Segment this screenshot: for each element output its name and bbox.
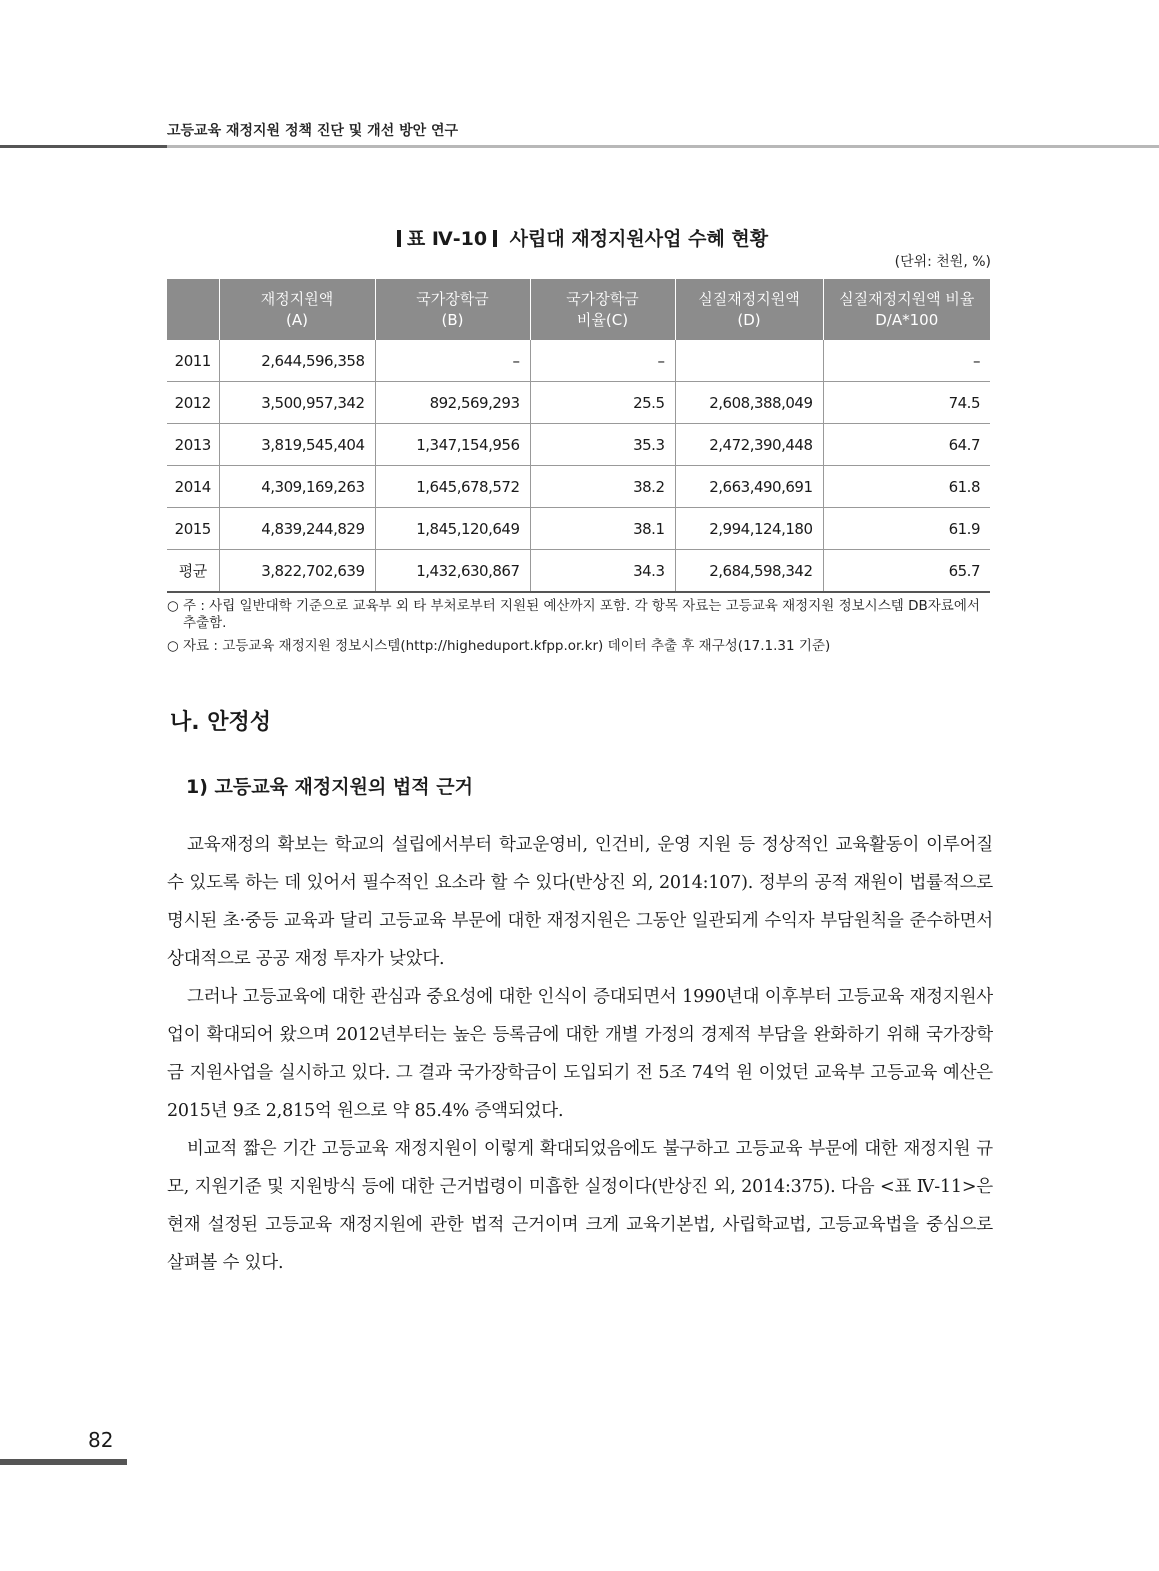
table-cell: 74.5	[823, 382, 990, 424]
table-header-row	[167, 279, 990, 340]
table-source	[167, 638, 997, 655]
table-cell: 3,822,702,639	[219, 550, 375, 593]
table-cell: 3,500,957,342	[219, 382, 375, 424]
table-note	[167, 598, 997, 632]
title-bar-right	[493, 230, 497, 247]
bullet-icon: ○	[167, 638, 179, 654]
table-unit: (단위: 천원, %)	[894, 254, 991, 270]
column-header: 국가장학금 비율(C)	[530, 279, 675, 340]
table-cell: 1,845,120,649	[375, 508, 530, 550]
body-text	[167, 826, 993, 1282]
table-cell: 2013	[167, 424, 219, 466]
table-cell: 3,819,545,404	[219, 424, 375, 466]
paragraph: 비교적 짧은 기간 고등교육 재정지원이 이렇게 확대되었음에도 불구하고 고등교육 부문에 대한 재정지원 규모, 지원기준 및 지원방식 등에 대한 근거법령이 미흡한 실정이다(반상진 외, 2014:375). 다음 <표 Ⅳ-11>은 현재 설정된 고등교육 재정지원에 관한 법적 근거이며 크게 교육기본법, 사립학교법, 고등교육법을 중심으로 살펴볼 수 있다.	[167, 1139, 993, 1273]
header-rule-accent	[0, 145, 167, 148]
table-cell: 1,645,678,572	[375, 466, 530, 508]
column-header: 재정지원액 (A)	[219, 279, 375, 340]
table-cell: 25.5	[530, 382, 675, 424]
table-cell: 2011	[167, 340, 219, 382]
note-text: 주 : 사립 일반대학 기준으로 교육부 외 타 부처로부터 지원된 예산까지 포함. 각 항목 자료는 고등교육 재정지원 정보시스템 DB자료에서 추출함.	[183, 598, 980, 631]
title-bar-left	[397, 230, 401, 247]
table-row	[167, 382, 990, 424]
table-cell: 38.1	[530, 508, 675, 550]
table-title	[0, 224, 1159, 251]
table-cell: 65.7	[823, 550, 990, 593]
column-header: 실질재정지원액 (D)	[675, 279, 823, 340]
table-number: 표 Ⅳ-10	[406, 228, 488, 250]
table-cell: 2012	[167, 382, 219, 424]
header-rule	[0, 145, 1159, 148]
table-row	[167, 508, 990, 550]
table-cell: 35.3	[530, 424, 675, 466]
table-cell: –	[530, 340, 675, 382]
table-cell: 1,432,630,867	[375, 550, 530, 593]
paragraph: 교육재정의 확보는 학교의 설립에서부터 학교운영비, 인건비, 운영 지원 등 정상적인 교육활동이 이루어질 수 있도록 하는 데 있어서 필수적인 요소라 할 수 있다(반상진 외, 2014:107). 정부의 공적 재원이 법률적으로 명시된 초·중등 교육과 달리 고등교육 부문에 대한 재정지원은 그동안 일관되게 수익자 부담원칙을 준수하면서 상대적으로 공공 재정 투자가 낮았다.	[167, 835, 993, 969]
table-cell: 2,644,596,358	[219, 340, 375, 382]
column-header: 실질재정지원액 비율 D/A*100	[823, 279, 990, 340]
table-cell: 4,839,244,829	[219, 508, 375, 550]
table-row	[167, 340, 990, 382]
table-row	[167, 424, 990, 466]
table-cell: 2,608,388,049	[675, 382, 823, 424]
paragraph: 그러나 고등교육에 대한 관심과 중요성에 대한 인식이 증대되면서 1990년대 이후부터 고등교육 재정지원사업이 확대되어 왔으며 2012년부터는 높은 등록금에 대한 개별 가정의 경제적 부담을 완화하기 위해 국가장학금 지원사업을 실시하고 있다. 그 결과 국가장학금이 도입되기 전 5조 74억 원 이었던 교육부 고등교육 예산은 2015년 9조 2,815억 원으로 약 85.4% 증액되었다.	[167, 987, 993, 1121]
table-caption: 사립대 재정지원사업 수혜 현황	[509, 228, 769, 250]
column-header	[167, 279, 219, 340]
page-number: 82	[88, 1428, 114, 1452]
table-cell: 4,309,169,263	[219, 466, 375, 508]
footer-rule	[0, 1459, 127, 1465]
note-text: 자료 : 고등교육 재정지원 정보시스템(http://higheduport.kfpp.or.kr) 데이터 추출 후 재구성(17.1.31 기준)	[183, 638, 831, 654]
table-cell: 2,994,124,180	[675, 508, 823, 550]
table-cell: 34.3	[530, 550, 675, 593]
table-cell: 2015	[167, 508, 219, 550]
table-cell: 2,472,390,448	[675, 424, 823, 466]
table-cell: 2,663,490,691	[675, 466, 823, 508]
table-cell: 2014	[167, 466, 219, 508]
table-row-average	[167, 550, 990, 593]
data-table	[167, 279, 990, 593]
table-cell: 61.8	[823, 466, 990, 508]
table-cell: 892,569,293	[375, 382, 530, 424]
running-header: 고등교육 재정지원 정책 진단 및 개선 방안 연구	[167, 123, 459, 139]
bullet-icon: ○	[167, 598, 179, 614]
table-cell: 2,684,598,342	[675, 550, 823, 593]
table-cell: 38.2	[530, 466, 675, 508]
table-cell: 평균	[167, 550, 219, 593]
table-notes	[167, 598, 997, 661]
table-cell: –	[375, 340, 530, 382]
section-heading: 나. 안정성	[170, 710, 272, 735]
table-cell: 61.9	[823, 508, 990, 550]
table-cell: 1,347,154,956	[375, 424, 530, 466]
column-header: 국가장학금 (B)	[375, 279, 530, 340]
table-cell: –	[823, 340, 990, 382]
table-cell: 64.7	[823, 424, 990, 466]
table-row	[167, 466, 990, 508]
table-cell	[675, 340, 823, 382]
sub-heading: 1) 고등교육 재정지원의 법적 근거	[186, 776, 473, 798]
